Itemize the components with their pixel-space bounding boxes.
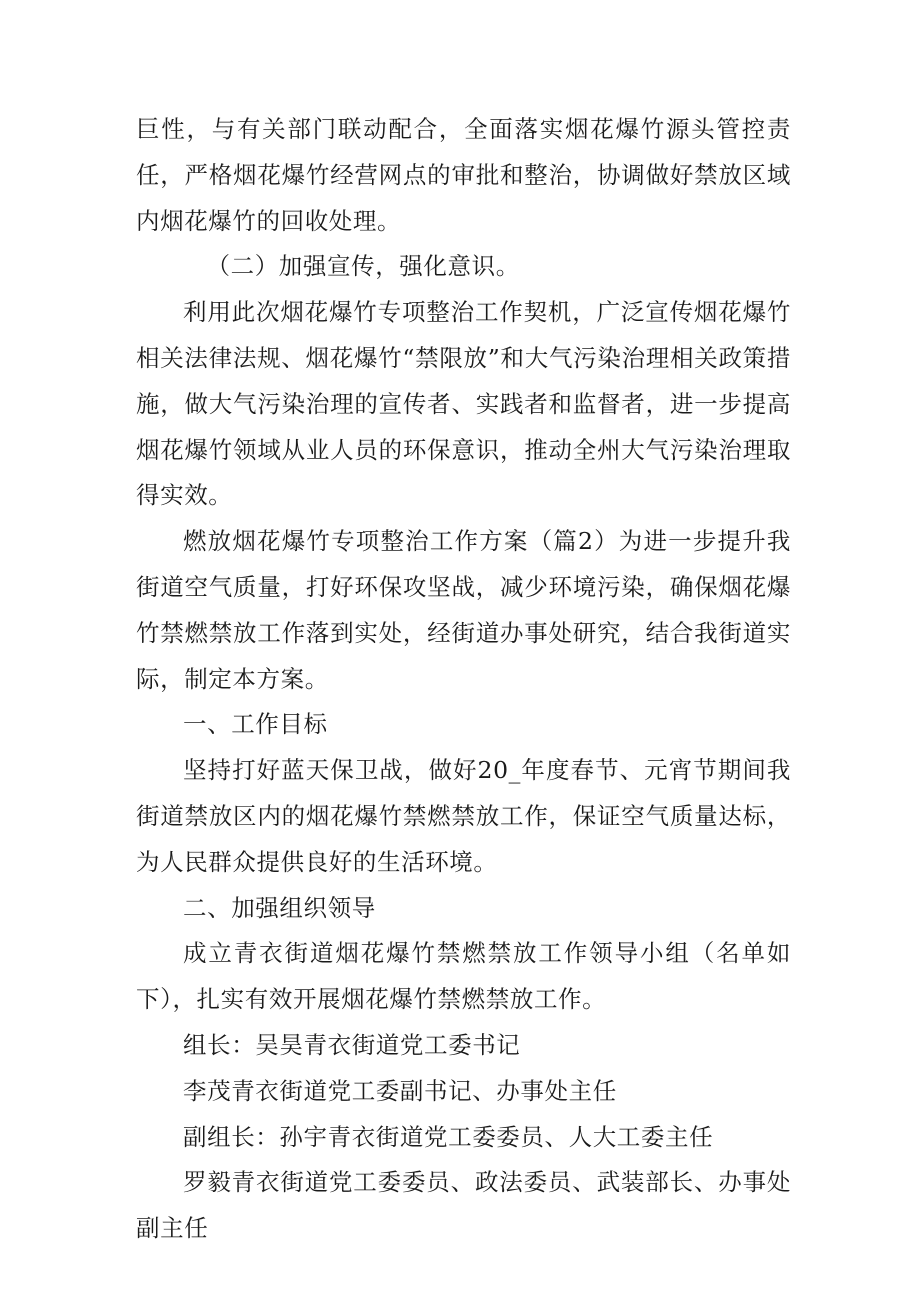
section-heading-publicity: （二）加强宣传，强化意识。 <box>206 252 520 281</box>
section-heading-organization: 二、加强组织领导 <box>183 893 376 922</box>
paragraph-plan-intro: 燃放烟花爆竹专项整治工作方案（篇2）为进一步提升我街道空气质量，打好环保攻坚战，减少环境污染，确保烟花爆竹禁燃禁放工作落到实处，经街道办事处研究，结合我街道实际，制定本方案。 <box>136 527 791 693</box>
deputy-leader-line: 副组长：孙宇青衣街道党工委委员、人大工委主任 <box>183 1122 714 1151</box>
paragraph-organization: 成立青衣街道烟花爆竹禁燃禁放工作领导小组（名单如下），扎实有效开展烟花爆竹禁燃禁放工作。 <box>136 939 791 1014</box>
deputy-leader-line-2: 罗毅青衣街道党工委委员、政法委员、武装部长、办事处副主任 <box>136 1168 791 1243</box>
document-body <box>136 107 791 1252</box>
leader-line: 组长：吴昊青衣街道党工委书记 <box>183 1030 521 1059</box>
paragraph-publicity: 利用此次烟花爆竹专项整治工作契机，广泛宣传烟花爆竹相关法律法规、烟花爆竹“禁限放”和大气污染治理相关政策措施，做大气污染治理的宣传者、实践者和监督者，进一步提高烟花爆竹领域从业人员的环保意识，推动全州大气污染治理取得实效。 <box>136 298 791 510</box>
section-heading-goals: 一、工作目标 <box>183 710 328 739</box>
leader-line-2: 李茂青衣街道党工委副书记、办事处主任 <box>183 1076 617 1105</box>
paragraph-continuation: 巨性，与有关部门联动配合，全面落实烟花爆竹源头管控责任，严格烟花爆竹经营网点的审批和整治，协调做好禁放区域内烟花爆竹的回收处理。 <box>136 115 791 235</box>
paragraph-goals: 坚持打好蓝天保卫战，做好20_年度春节、元宵节期间我街道禁放区内的烟花爆竹禁燃禁放工作，保证空气质量达标，为人民群众提供良好的生活环境。 <box>136 756 791 876</box>
